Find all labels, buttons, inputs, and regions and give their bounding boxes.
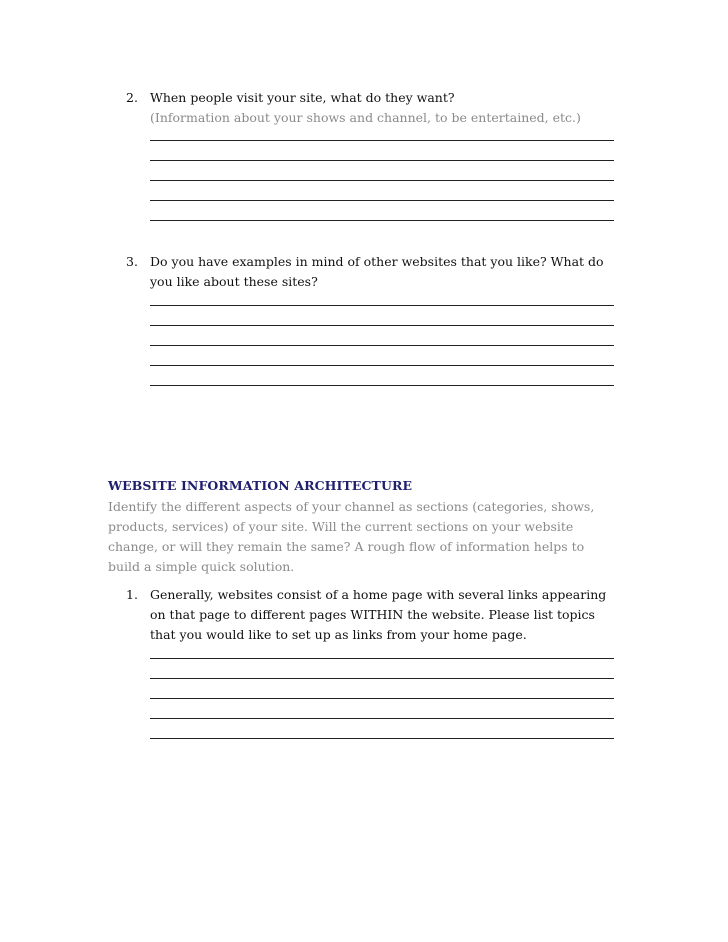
question-hint: (Information about your shows and channel, to be entertained, etc.) (150, 110, 581, 125)
answer-lines (150, 292, 616, 386)
question-2 (126, 88, 616, 221)
answer-line[interactable] (150, 645, 614, 659)
question-3 (126, 252, 616, 386)
answer-line[interactable] (150, 181, 614, 201)
question-text: Generally, websites consist of a home page with several links appearing on that page to different pages WITHIN the website. Please list topics that you would like to set up as links from your home page. (150, 587, 607, 642)
section-title: WEBSITE INFORMATION ARCHITECTURE (108, 478, 413, 493)
answer-line[interactable] (150, 699, 614, 719)
answer-line[interactable] (150, 326, 614, 346)
answer-line[interactable] (150, 161, 614, 181)
answer-line[interactable] (150, 201, 614, 221)
answer-line[interactable] (150, 292, 614, 306)
answer-line[interactable] (150, 306, 614, 326)
question-number: 1. (126, 587, 138, 602)
answer-line[interactable] (150, 141, 614, 161)
answer-line[interactable] (150, 679, 614, 699)
question-1 (126, 585, 616, 739)
answer-line[interactable] (150, 128, 614, 141)
question-text: Do you have examples in mind of other websites that you like? What do you like about these sites? (150, 254, 604, 289)
question-number: 2. (126, 90, 138, 105)
answer-line[interactable] (150, 659, 614, 679)
answer-line[interactable] (150, 366, 614, 386)
section-description: Identify the different aspects of your channel as sections (categories, shows, products, services) of your site. Will the current sections on your website change, or will they remain the same? A rough flow of information helps to build a simple quick solution. (108, 499, 595, 574)
question-number: 3. (126, 254, 138, 269)
answer-line[interactable] (150, 719, 614, 739)
question-text: When people visit your site, what do they want? (150, 90, 455, 105)
answer-lines (150, 645, 616, 739)
answer-lines (150, 128, 616, 221)
answer-line[interactable] (150, 346, 614, 366)
